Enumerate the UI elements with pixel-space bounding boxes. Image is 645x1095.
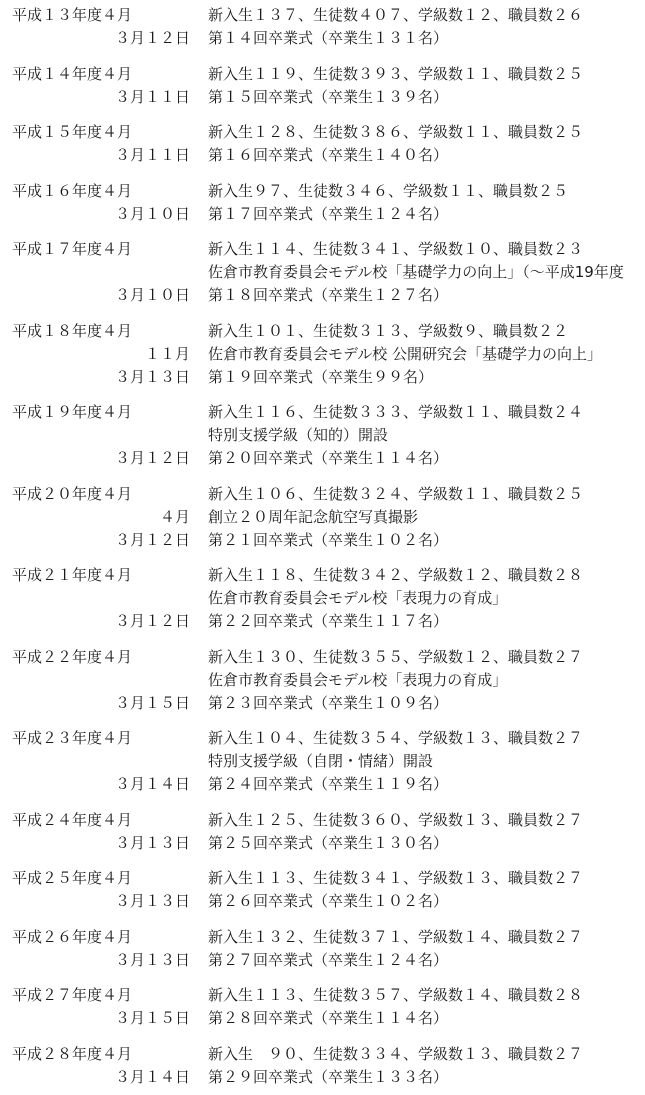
entry-line	[0, 343, 645, 366]
event-description: 第１８回卒業式（卒業生１２７名）	[208, 286, 449, 304]
entry-line	[0, 284, 645, 307]
entry-line	[0, 926, 645, 949]
entry-line	[0, 180, 645, 203]
fiscal-year-label: 平成２０年度４月	[12, 484, 133, 503]
fiscal-year-label: 平成１４年度４月	[12, 64, 133, 83]
year-entry	[0, 121, 645, 167]
entry-line	[0, 203, 645, 226]
entry-line	[0, 669, 645, 692]
entry-line	[0, 809, 645, 832]
event-date: ３月１２日	[114, 530, 190, 549]
entry-line	[0, 320, 645, 343]
year-entry	[0, 1043, 645, 1089]
event-date: １１月	[144, 344, 190, 363]
entry-line	[0, 832, 645, 855]
event-description: 佐倉市教育委員会モデル校「表現力の育成」	[208, 589, 508, 607]
event-description: 新入生１２８、生徒数３８６、学級数１１、職員数２５	[208, 123, 584, 141]
fiscal-year-label: 平成２５年度４月	[12, 869, 133, 887]
entry-line	[0, 261, 645, 284]
entry-line	[0, 63, 645, 86]
entry-line	[0, 610, 645, 633]
event-description: 第２０回卒業式（卒業生１１４名）	[208, 449, 449, 467]
entry-line	[0, 564, 645, 587]
fiscal-year-label: 平成１９年度４月	[12, 403, 133, 421]
event-description: 第１７回卒業式（卒業生１２４名）	[208, 204, 449, 223]
event-description: 佐倉市教育委員会モデル校「基礎学力の向上」（～平成19年度	[208, 263, 624, 281]
entry-line	[0, 1066, 645, 1089]
event-description: 第２７回卒業式（卒業生１２４名）	[208, 950, 449, 969]
fiscal-year-label: 平成２１年度４月	[12, 566, 133, 584]
entry-line	[0, 646, 645, 669]
event-description: 第２３回卒業式（卒業生１０９名）	[208, 693, 449, 712]
year-entry	[0, 646, 645, 715]
event-description: 新入生１０４、生徒数３５４、学級数１３、職員数２７	[208, 729, 584, 747]
year-entry	[0, 926, 645, 972]
entry-line	[0, 238, 645, 261]
entry-line	[0, 587, 645, 610]
entry-line	[0, 424, 645, 447]
entry-line	[0, 447, 645, 470]
event-date: ３月１１日	[114, 146, 190, 164]
event-description: 第２８回卒業式（卒業生１１４名）	[208, 1009, 449, 1027]
entry-line	[0, 890, 645, 913]
event-description: 新入生１１３、生徒数３５７、学級数１４、職員数２８	[208, 986, 584, 1004]
event-description: 第２２回卒業式（卒業生１１７名）	[208, 612, 449, 630]
year-entry	[0, 867, 645, 913]
event-date: ３月１２日	[114, 612, 190, 630]
event-description: 特別支援学級（自閉・情緒）開設	[208, 752, 434, 770]
entry-line	[0, 86, 645, 109]
event-description: 佐倉市教育委員会モデル校 公開研究会「基礎学力の向上」	[208, 344, 603, 363]
fiscal-year-label: 平成２８年度４月	[12, 1044, 133, 1063]
entry-line	[0, 984, 645, 1007]
entry-line	[0, 366, 645, 389]
event-date: ３月１２日	[114, 449, 190, 467]
event-date: ４月	[159, 507, 190, 526]
event-description: 第２５回卒業式（卒業生１３０名）	[208, 833, 449, 852]
event-description: 新入生１１９、生徒数３９３、学級数１１、職員数２５	[208, 64, 584, 83]
event-description: 第２６回卒業式（卒業生１０２名）	[208, 892, 449, 910]
year-entry	[0, 727, 645, 796]
event-date: ３月１２日	[114, 29, 190, 47]
event-description: 新入生１３２、生徒数３７１、学級数１４、職員数２７	[208, 927, 584, 946]
event-description: 第１９回卒業式（卒業生９９名）	[208, 367, 434, 386]
fiscal-year-label: 平成１５年度４月	[12, 123, 133, 141]
event-date: ３月１４日	[114, 1067, 190, 1086]
year-entry	[0, 809, 645, 855]
event-description: 特別支援学級（知的）開設	[208, 426, 389, 444]
year-entry	[0, 63, 645, 109]
event-description: 佐倉市教育委員会モデル校「表現力の育成」	[208, 670, 508, 689]
fiscal-year-label: 平成１６年度４月	[12, 181, 133, 200]
year-entry	[0, 401, 645, 470]
entry-line	[0, 27, 645, 50]
event-description: 新入生１３７、生徒数４０７、学級数１２、職員数２６	[208, 6, 584, 24]
year-entry	[0, 564, 645, 633]
event-date: ３月１１日	[114, 87, 190, 106]
entry-line	[0, 144, 645, 167]
entry-line	[0, 121, 645, 144]
fiscal-year-label: 平成２３年度４月	[12, 729, 133, 747]
entry-line	[0, 750, 645, 773]
entry-line	[0, 773, 645, 796]
year-entry	[0, 180, 645, 226]
event-description: 新入生１２５、生徒数３６０、学級数１３、職員数２７	[208, 810, 584, 829]
event-date: ３月１５日	[114, 1009, 190, 1027]
fiscal-year-label: 平成２７年度４月	[12, 986, 133, 1004]
year-entry	[0, 984, 645, 1030]
event-date: ３月１３日	[114, 833, 190, 852]
event-description: 第１４回卒業式（卒業生１３１名）	[208, 29, 449, 47]
event-description: 新入生１１６、生徒数３３３、学級数１１、職員数２４	[208, 403, 584, 421]
fiscal-year-label: 平成２６年度４月	[12, 927, 133, 946]
entry-line	[0, 949, 645, 972]
event-description: 新入生９７、生徒数３４６、学級数１１、職員数２５	[208, 181, 569, 200]
fiscal-year-label: 平成２２年度４月	[12, 647, 133, 666]
event-description: 第２４回卒業式（卒業生１１９名）	[208, 775, 449, 793]
entry-line	[0, 867, 645, 890]
year-entry	[0, 4, 645, 50]
entry-line	[0, 727, 645, 750]
event-date: ３月１５日	[114, 693, 190, 712]
event-date: ３月１３日	[114, 950, 190, 969]
event-description: 新入生１３０、生徒数３５５、学級数１２、職員数２７	[208, 647, 584, 666]
event-date: ３月１３日	[114, 892, 190, 910]
event-description: 新入生１０１、生徒数３１３、学級数９、職員数２２	[208, 321, 569, 340]
event-description: 創立２０周年記念航空写真撮影	[208, 507, 419, 526]
event-date: ３月１０日	[114, 204, 190, 223]
event-description: 新入生１１３、生徒数３４１、学級数１３、職員数２７	[208, 869, 584, 887]
entry-line	[0, 401, 645, 424]
year-entry	[0, 483, 645, 552]
entry-line	[0, 1007, 645, 1030]
event-date: ３月１４日	[114, 775, 190, 793]
year-entry	[0, 238, 645, 307]
event-description: 第１５回卒業式（卒業生１３９名）	[208, 87, 449, 106]
event-description: 第２９回卒業式（卒業生１３３名）	[208, 1067, 449, 1086]
fiscal-year-label: 平成２４年度４月	[12, 810, 133, 829]
event-description: 新入生１０６、生徒数３２４、学級数１１、職員数２５	[208, 484, 584, 503]
entry-line	[0, 506, 645, 529]
fiscal-year-label: 平成１３年度４月	[12, 6, 133, 24]
entry-line	[0, 4, 645, 27]
school-history-document	[0, 4, 645, 1095]
entry-line	[0, 529, 645, 552]
event-description: 新入生 ９０、生徒数３３４、学級数１３、職員数２７	[208, 1044, 584, 1063]
fiscal-year-label: 平成１７年度４月	[12, 240, 133, 258]
event-description: 第１６回卒業式（卒業生１４０名）	[208, 146, 449, 164]
entry-line	[0, 1043, 645, 1066]
entry-line	[0, 692, 645, 715]
year-entry	[0, 320, 645, 389]
event-date: ３月１３日	[114, 367, 190, 386]
fiscal-year-label: 平成１８年度４月	[12, 321, 133, 340]
event-date: ３月１０日	[114, 286, 190, 304]
event-description: 新入生１１８、生徒数３４２、学級数１２、職員数２８	[208, 566, 584, 584]
event-description: 第２１回卒業式（卒業生１０２名）	[208, 530, 449, 549]
event-description: 新入生１１４、生徒数３４１、学級数１０、職員数２３	[208, 240, 584, 258]
entry-line	[0, 483, 645, 506]
